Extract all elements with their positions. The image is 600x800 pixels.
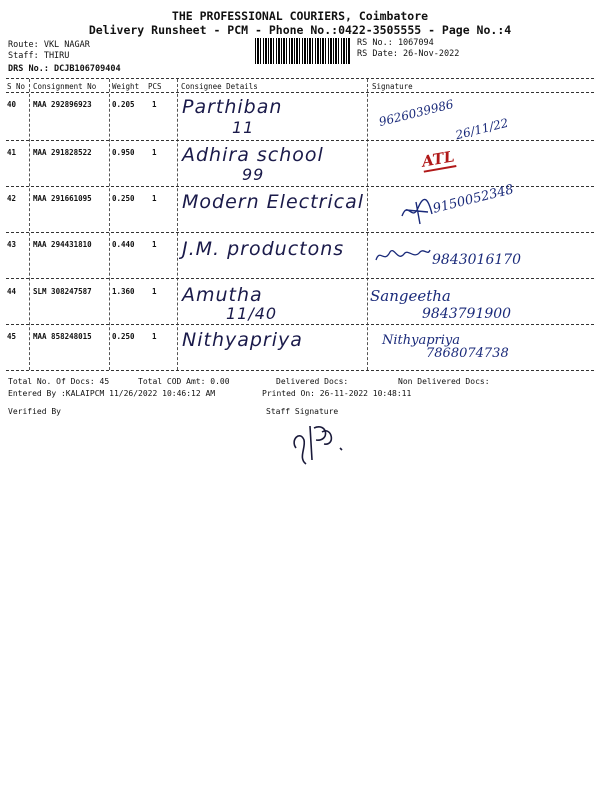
row-sno: 44 [7,287,17,296]
rs-date: RS Date: 26-Nov-2022 [357,49,460,59]
signature-name: Sangeetha [370,287,451,305]
divider [6,140,594,141]
row-sno: 41 [7,148,17,157]
col-header-signature: Signature [372,82,413,91]
staff-signature-label: Staff Signature [266,407,339,416]
row-weight: 0.250 [112,194,135,203]
signature-phone: 9626039986 [377,96,455,130]
col-header-weight: Weight [112,82,140,91]
staff-label: Staff: THIRU [8,51,70,61]
divider [6,370,594,371]
consignee-address: 99 [242,165,265,184]
divider [6,78,594,79]
runsheet-subtitle: Delivery Runsheet - PCM - Phone No.:0422-3505555 - Page No.:4 [88,23,512,37]
row-sno: 42 [7,194,17,203]
row-weight: 0.440 [112,240,135,249]
row-consignment: MAA 291828522 [33,148,92,157]
signature-phone: 7868074738 [426,346,509,361]
divider [6,92,594,93]
column-divider [109,79,110,370]
consignee-name: Modern Electrical [182,191,364,213]
rs-number: RS No.: 1067094 [357,38,434,48]
signature-phone: 9843791900 [422,306,512,322]
row-weight: 0.205 [112,100,135,109]
total-cod: Total COD Amt: 0.00 [138,377,230,386]
col-header-consignment: Consignment No [33,82,97,91]
consignee-name: Amutha [182,284,263,306]
verified-by: Verified By [8,407,61,416]
signature-phone: 9843016170 [432,252,522,268]
delivered-docs: Delivered Docs: [276,377,349,386]
consignee-name: Nithyapriya [182,329,303,351]
row-consignment: SLM 308247587 [33,287,92,296]
row-pcs: 1 [152,287,157,296]
divider [6,324,594,325]
drs-number: DRS No.: DCJB106709404 [8,64,121,74]
col-header-sno: S No [7,82,26,91]
row-sno: 45 [7,332,17,341]
signature-scribble [372,242,434,268]
signature-stamp: ATL [420,147,456,171]
row-pcs: 1 [152,240,157,249]
barcode [255,38,350,64]
row-weight: 0.250 [112,332,135,341]
col-header-consignee: Consignee Details [181,82,258,91]
company-title: THE PROFESSIONAL COURIERS, Coimbatore [171,9,429,23]
row-weight: 1.360 [112,287,135,296]
row-pcs: 1 [152,148,157,157]
column-divider [29,79,30,370]
total-docs: Total No. Of Docs: 45 [8,377,110,386]
signature-date: 26/11/22 [454,115,510,143]
row-pcs: 1 [152,194,157,203]
entered-by: Entered By :KALAIPCM 11/26/2022 10:46:12 AM [8,389,216,398]
row-consignment: MAA 294431810 [33,240,92,249]
consignee-name: Adhira school [182,144,324,166]
row-weight: 0.950 [112,148,135,157]
row-consignment: MAA 858248015 [33,332,92,341]
divider [6,232,594,233]
consignee-address: 11 [232,118,255,137]
signature-phone: 9150052348 [431,182,516,217]
non-delivered-docs: Non Delivered Docs: [398,377,490,386]
row-pcs: 1 [152,332,157,341]
consignee-name: Parthiban [182,96,283,118]
printed-on: Printed On: 26-11-2022 10:48:11 [262,389,412,398]
row-consignment: MAA 292896923 [33,100,92,109]
row-sno: 40 [7,100,17,109]
route-label: Route: VKL NAGAR [8,40,90,50]
row-pcs: 1 [152,100,157,109]
row-sno: 43 [7,240,17,249]
column-divider [367,79,368,370]
row-consignment: MAA 291661095 [33,194,92,203]
consignee-name: J.M. productons [182,238,345,260]
signature-name: Nithyapriya [382,333,461,348]
consignee-address: 11/40 [226,304,278,323]
col-header-pcs: PCS [148,82,162,91]
staff-signature-scribble [286,418,358,468]
column-divider [177,79,178,370]
divider [6,278,594,279]
